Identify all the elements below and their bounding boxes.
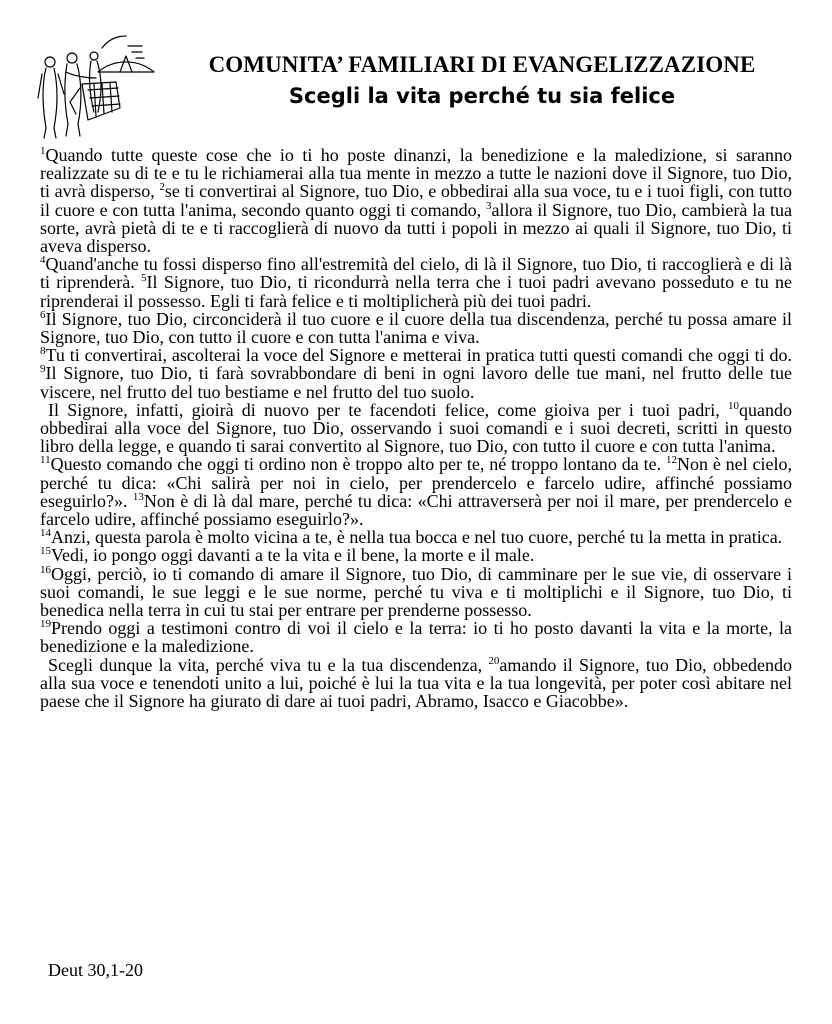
verse-number: 1 [40, 145, 46, 157]
verse-text: Oggi, perciò, io ti comando di amare il Signore, tuo Dio, di camminare per le sue vie, di osservare i suoi comandi, le sue leggi e le sue norme, perché tu viva e ti moltiplichi e il Signore, tuo Dio, ti benedica nella terra in cui tu stai per entrare per prenderne possesso. [40, 563, 792, 621]
verse-block [40, 455, 792, 528]
fishermen-illustration-icon [36, 28, 162, 144]
verse-number: 6 [40, 308, 46, 321]
verse-number: 14 [40, 527, 51, 540]
verse-block [40, 255, 792, 310]
verse-text: Anzi, questa parola è molto vicina a te, è nella tua bocca e nel tuo cuore, perché tu la metta in pratica. [51, 527, 783, 548]
verse-block [40, 656, 792, 711]
header [172, 52, 792, 110]
verse-number: 11 [40, 454, 51, 467]
scripture-reference: Deut 30,1-20 [48, 960, 143, 980]
verse-text: Il Signore, tuo Dio, ti ricondurrà nella terra che i tuoi padri avevano posseduto e tu ne riprenderai il possesso. Egli ti farà felice e ti moltiplicherà più dei tuoi padri. [40, 272, 793, 311]
verse-block [40, 401, 792, 456]
verse-block [40, 565, 792, 620]
fishermen-logo [36, 28, 162, 144]
verse-number: 10 [728, 399, 739, 412]
verse-number: 9 [40, 363, 46, 376]
verse-text: Il Signore, infatti, gioirà di nuovo per te facendoti felice, come gioiva per i tuoi padri, [48, 399, 728, 420]
verse-number: 3 [485, 199, 492, 212]
verse-text: Quand'anche tu fossi disperso fino all'estremità del cielo, di là il Signore, tuo Dio, ti raccoglierà e di là ti riprenderà. [40, 254, 792, 293]
verse-number: 5 [141, 272, 147, 285]
verse-text: Il Signore, tuo Dio, ti farà sovrabbondare di beni in ogni lavoro delle tue mani, nel frutto delle tue viscere, nel frutto del tuo bestiame e nel frutto del tuo suolo. [40, 363, 792, 402]
verse-text: se ti convertirai al Signore, tuo Dio, e obbedirai alla sua voce, tu e i tuoi figli, con tutto il cuore e con tutta l'anima, secondo quanto oggi ti comando, [40, 181, 793, 220]
verse-number: 19 [40, 618, 51, 631]
verse-block [40, 619, 792, 655]
verse-block [40, 528, 792, 546]
scripture-passage [40, 146, 792, 710]
verse-text: Non è di là dal mare, perché tu dica: «Chi attraverserà per noi il mare, per prendercelo e farcelo udire, affinché possiamo eseguirlo?». [40, 490, 793, 530]
verse-text: Vedi, io pongo oggi davanti a te la vita e il bene, la morte e il male. [51, 545, 535, 566]
verse-number: 4 [40, 254, 46, 267]
verse-text: amando il Signore, tuo Dio, obbedendo alla sua voce e tenendoti unito a lui, poiché è lui la tua vita e la tua longevità, per poter così abitare nel paese che il Signore ha giurato di dare ai tuoi padri, Abramo, Isacco e Giacobbe». [40, 654, 792, 712]
verse-text: Quando tutte queste cose che io ti ho poste dinanzi, la benedizione e la maledizione, si saranno realizzate su di te e tu le richiamerai alla tua mente in mezzo a tutte le nazioni dove il Signore, tuo Dio, ti avrà disperso, [40, 145, 792, 202]
verse-text: Prendo oggi a testimoni contro di voi il cielo e la terra: io ti ho posto davanti la vita e la morte, la benedizione e la maledizione. [40, 618, 792, 657]
verse-number: 12 [665, 454, 677, 467]
verse-text: allora il Signore, tuo Dio, cambierà la tua sorte, avrà pietà di te e ti raccoglierà di nuovo da tutti i popoli in mezzo ai quali il Signore, tuo Dio, ti aveva disperso. [40, 199, 792, 257]
verse-block [40, 546, 792, 564]
verse-number: 2 [159, 181, 165, 194]
verse-number: 13 [132, 490, 144, 503]
verse-block [40, 310, 792, 346]
verse-text: Questo comando che oggi ti ordino non è troppo alto per te, né troppo lontano da te. [50, 454, 666, 475]
verse-block [40, 346, 792, 401]
verse-number: 8 [40, 345, 46, 358]
verse-number: 16 [40, 563, 51, 576]
verse-number: 20 [488, 654, 500, 667]
page-subtitle: Scegli la vita perché tu sia felice [288, 84, 676, 108]
verse-text: Non è nel cielo, perché tu dica: «Chi salirà per noi in cielo, per prendercelo e farcelo udire, affinché possiamo eseguirlo?». [40, 454, 792, 511]
verse-text: Il Signore, tuo Dio, circonciderà il tuo cuore e il cuore della tua discendenza, perché tu possa amare il Signore, tuo Dio, con tutto il cuore e con tutta l'anima e viva. [40, 308, 792, 348]
community-title: COMUNITA’ FAMILIARI DI EVANGELIZZAZIONE [208, 52, 756, 77]
verse-text: quando obbedirai alla voce del Signore, tuo Dio, osservando i suoi comandi e i suoi decreti, scritti in questo libro della legge, e quando ti sarai convertito al Signore, tuo Dio, con tutto il cuore e con tutta l'anima. [40, 399, 792, 457]
verse-text: Scegli dunque la vita, perché viva tu e la tua discendenza, [48, 654, 489, 675]
verse-block [40, 146, 792, 255]
verse-number: 15 [40, 545, 51, 558]
verse-text: Tu ti convertirai, ascolterai la voce del Signore e metterai in pratica tutti questi comandi che oggi ti do. [45, 345, 792, 366]
